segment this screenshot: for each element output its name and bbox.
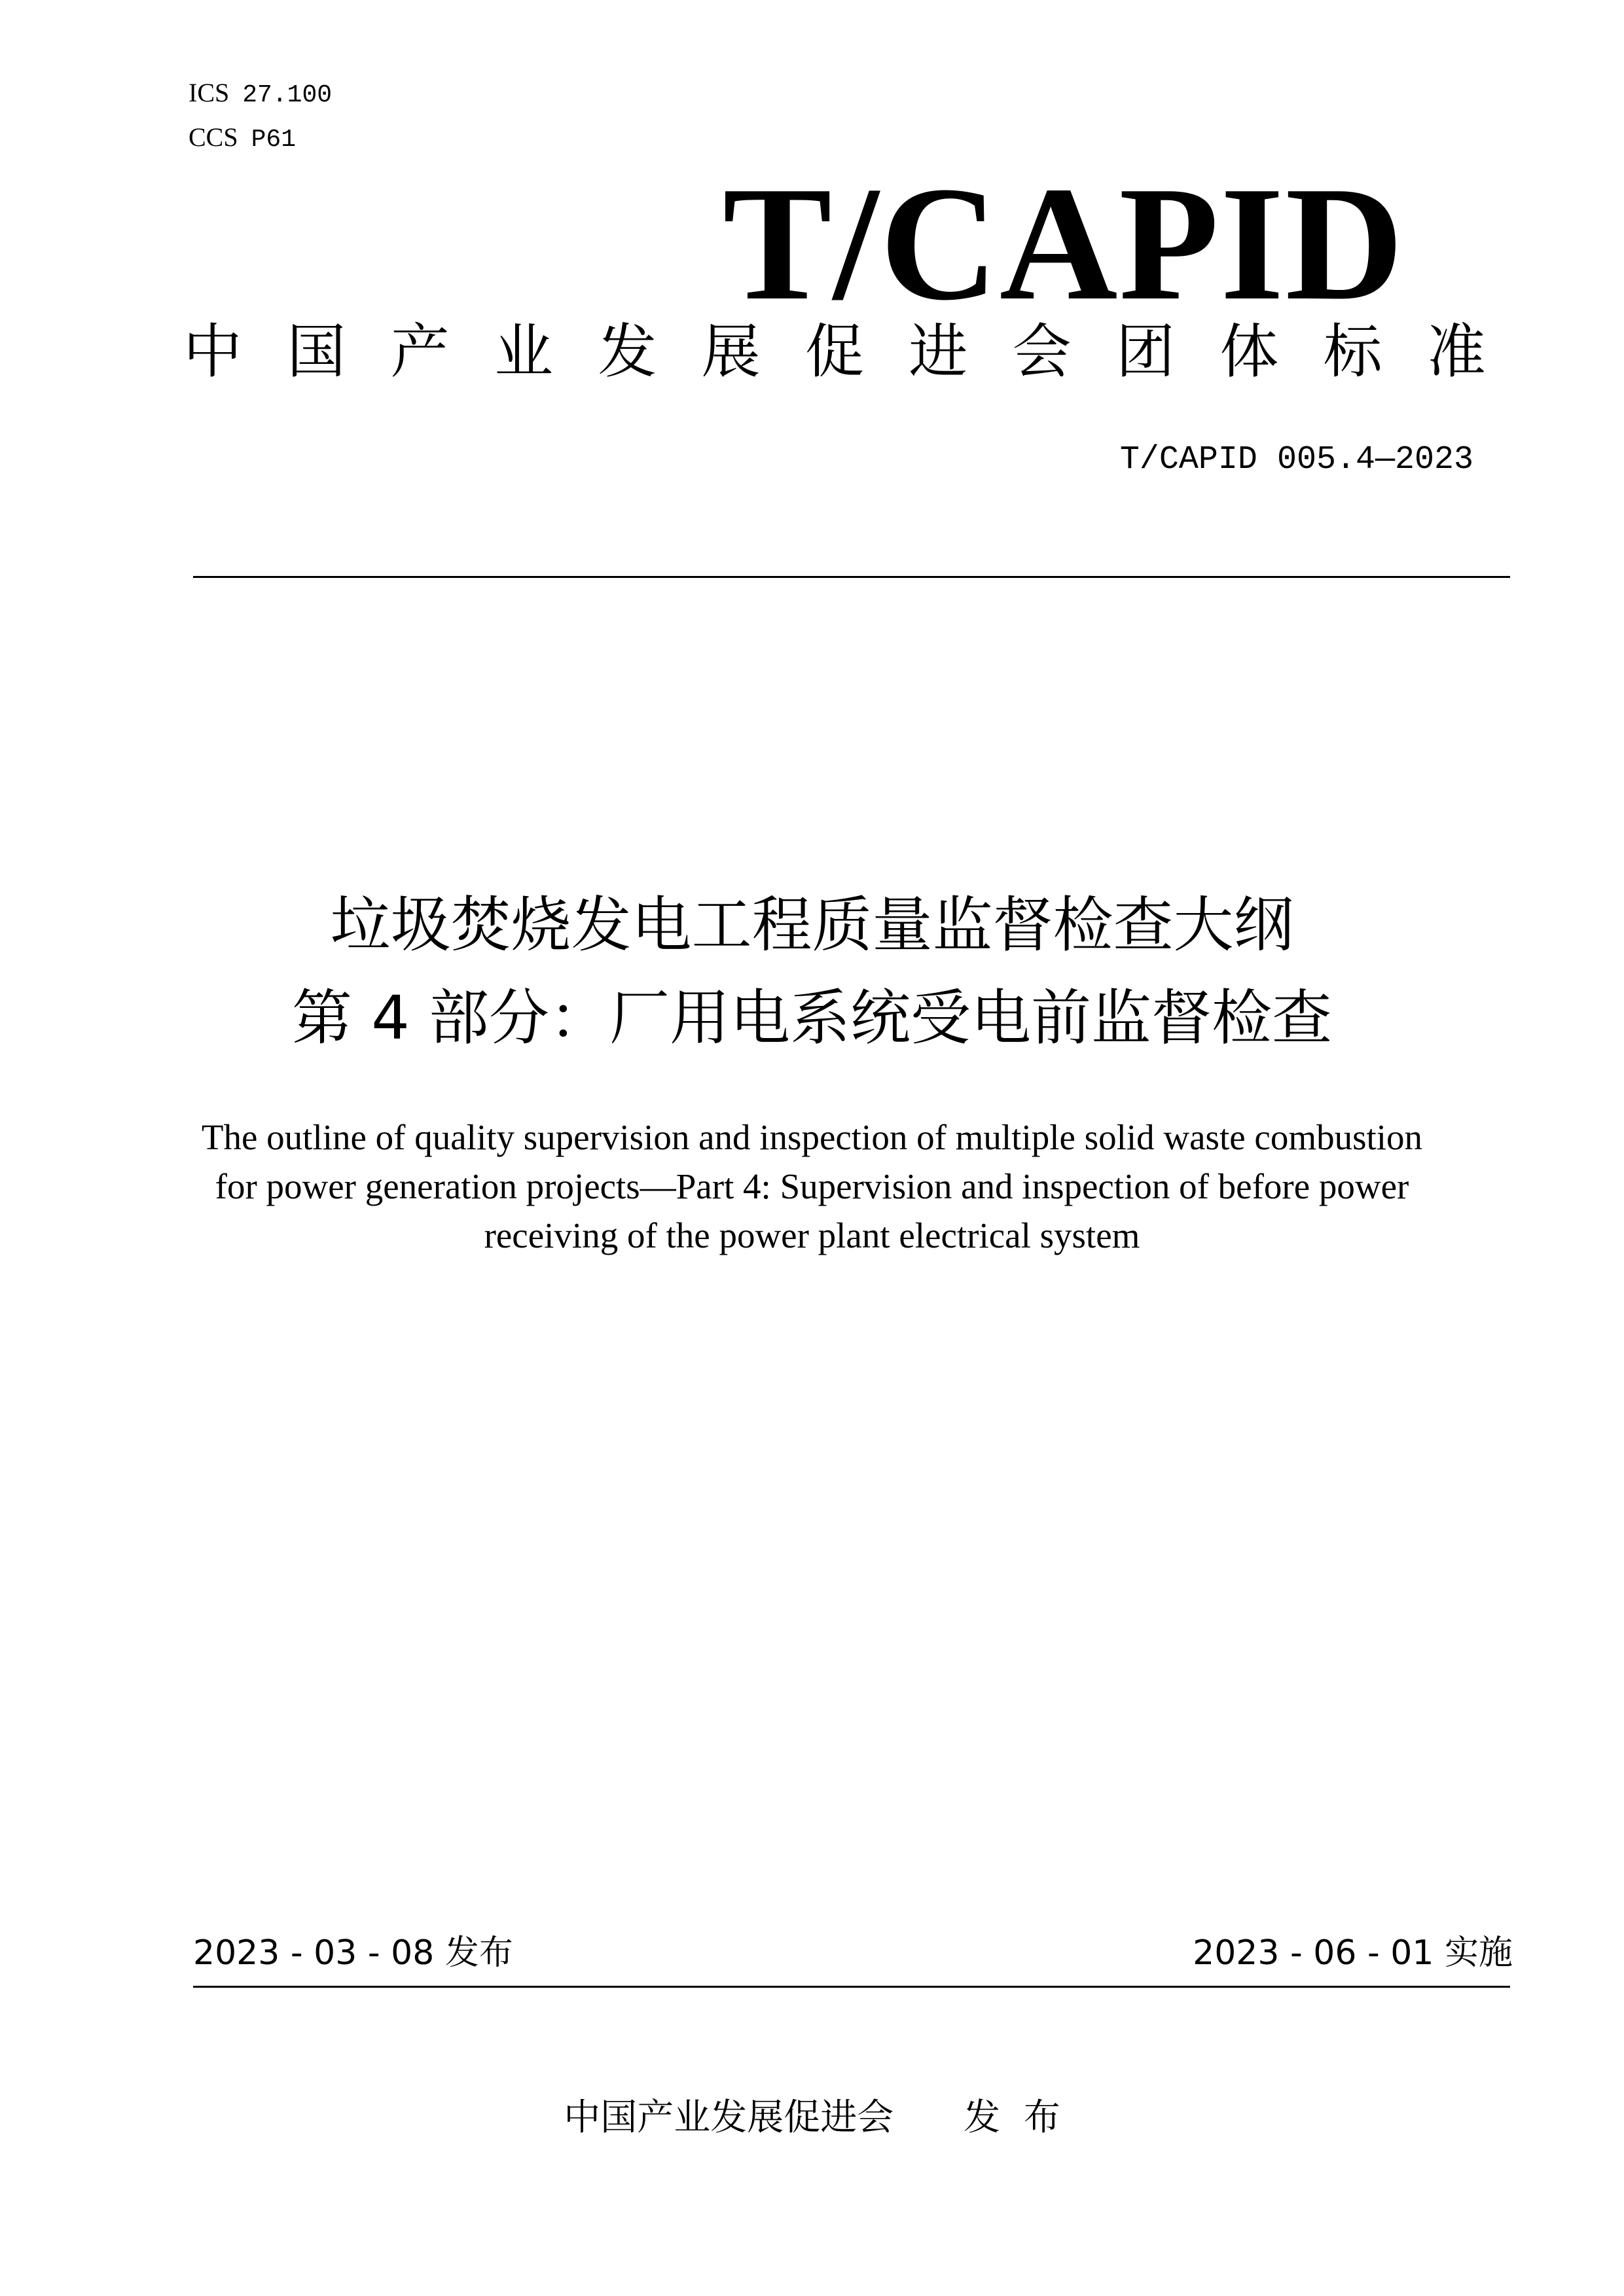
ccs-classification xyxy=(189,124,296,152)
org-title-char: 产 xyxy=(390,317,450,386)
implementation-date: 2023 - 06 - 01 实施 xyxy=(1193,1933,1513,1973)
org-title-char: 国 xyxy=(287,317,346,386)
english-title-line-2: for power generation projects—Part 4: Supervision and inspection of before power xyxy=(215,1166,1409,1206)
english-title-line-1: The outline of quality supervision and inspection of multiple solid waste combustion xyxy=(201,1117,1423,1157)
organization-title xyxy=(183,313,1486,391)
org-title-char: 进 xyxy=(909,317,968,386)
chinese-title-line-2: 第 4 部分：厂用电系统受电前监督检查 xyxy=(291,983,1333,1053)
english-title-line-3: receiving of the power plant electrical system xyxy=(484,1215,1140,1255)
org-title-char: 标 xyxy=(1323,317,1382,386)
footer-divider xyxy=(193,1986,1510,1988)
ics-classification xyxy=(189,80,332,108)
org-title-char: 体 xyxy=(1219,317,1279,386)
org-title-char: 准 xyxy=(1426,317,1486,386)
standard-number: T/CAPID 005.4—2023 xyxy=(1119,441,1473,478)
ccs-code: P61 xyxy=(251,126,297,154)
issue-date: 2023 - 03 - 08 发布 xyxy=(193,1933,513,1973)
org-title-char: 业 xyxy=(494,317,553,386)
ccs-label: CCS xyxy=(189,122,238,152)
ics-label: ICS xyxy=(189,78,230,107)
english-title xyxy=(157,1113,1467,1260)
org-title-char: 中 xyxy=(183,317,242,386)
org-title-char: 促 xyxy=(804,317,864,386)
publisher: 中国产业发展促进会 发 布 xyxy=(564,2096,1060,2139)
org-title-char: 发 xyxy=(598,317,657,386)
org-title-char: 展 xyxy=(701,317,761,386)
header-divider xyxy=(193,576,1510,578)
standard-logo: T/CAPID xyxy=(723,153,1405,334)
chinese-title-line-1: 垃圾焚烧发电工程质量监督检查大纲 xyxy=(330,890,1294,960)
org-title-char: 团 xyxy=(1115,317,1175,386)
org-title-char: 会 xyxy=(1012,317,1072,386)
ics-code: 27.100 xyxy=(242,81,333,109)
